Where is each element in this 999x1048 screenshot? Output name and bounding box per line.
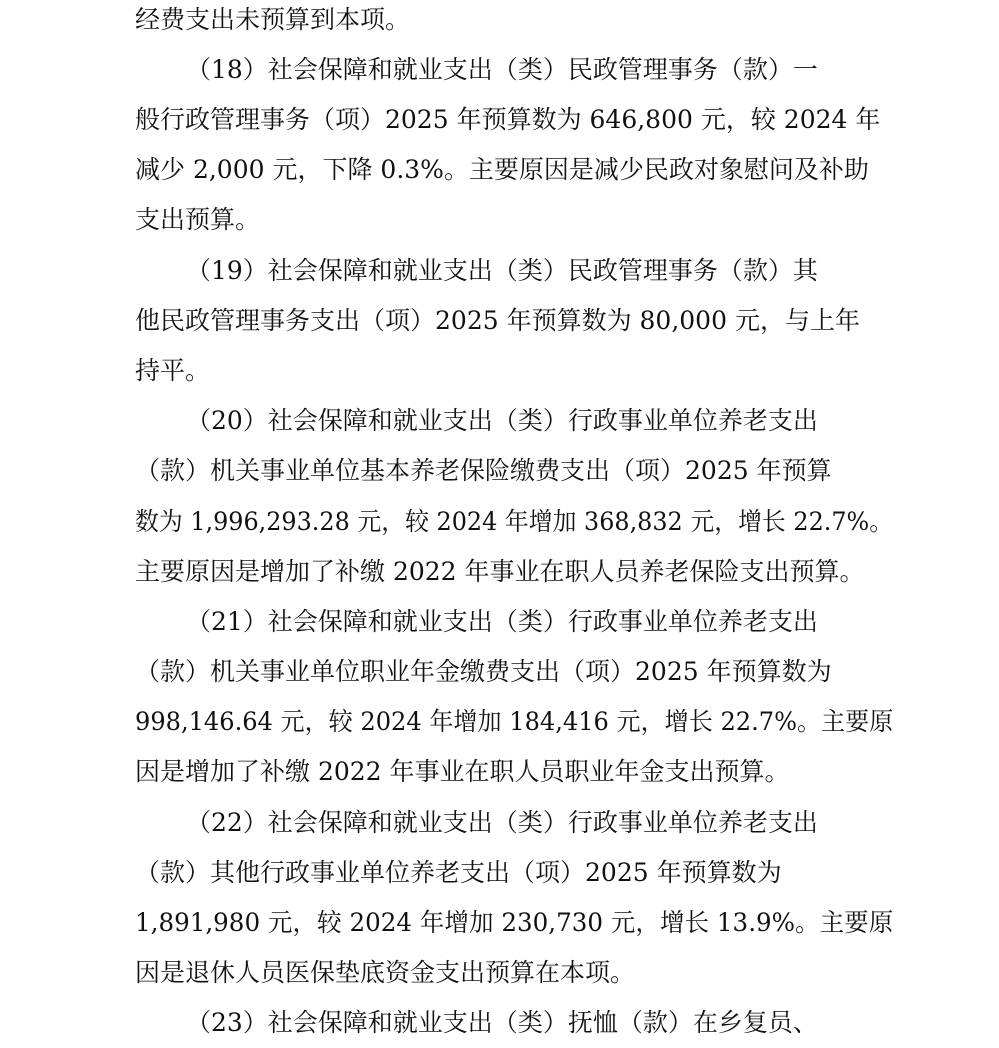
text-line-15: 998,146.64 元，较 2024 年增加 184,416 元，增长 22.7%。主要原 [135, 707, 894, 736]
text-line-5: 支出预算。 [135, 205, 261, 234]
text-line-6: （19）社会保障和就业支出（类）民政管理事务（款）其 [186, 256, 818, 285]
text-line-4: 减少 2,000 元，下降 0.3%。主要原因是减少民政对象慰问及补助 [135, 155, 869, 184]
text-line-1: 经费支出未预算到本项。 [135, 5, 411, 34]
text-line-19: 1,891,980 元，较 2024 年增加 230,730 元，增长 13.9%。主要原 [135, 908, 894, 937]
text-line-10: （款）机关事业单位基本养老保险缴费支出（项）2025 年预算 [135, 456, 832, 485]
text-line-16: 因是增加了补缴 2022 年事业在职人员职业年金支出预算。 [135, 757, 790, 786]
text-line-14: （款）机关事业单位职业年金缴费支出（项）2025 年预算数为 [135, 657, 832, 686]
text-line-13: （21）社会保障和就业支出（类）行政事业单位养老支出 [186, 607, 818, 636]
text-line-8: 持平。 [135, 356, 211, 385]
text-line-17: （22）社会保障和就业支出（类）行政事业单位养老支出 [186, 808, 818, 837]
text-line-2: （18）社会保障和就业支出（类）民政管理事务（款）一 [186, 55, 818, 84]
text-line-11: 数为 1,996,293.28 元，较 2024 年增加 368,832 元，增长 22.7%。 [135, 507, 894, 536]
text-line-12: 主要原因是增加了补缴 2022 年事业在职人员养老保险支出预算。 [135, 557, 865, 586]
text-line-21: （23）社会保障和就业支出（类）抚恤（款）在乡复员、 [186, 1008, 818, 1037]
text-line-7: 他民政管理事务支出（项）2025 年预算数为 80,000 元，与上年 [135, 306, 860, 335]
text-line-3: 般行政管理事务（项）2025 年预算数为 646,800 元，较 2024 年 [135, 105, 881, 134]
text-line-18: （款）其他行政事业单位养老支出（项）2025 年预算数为 [135, 858, 782, 887]
text-line-9: （20）社会保障和就业支出（类）行政事业单位养老支出 [186, 406, 818, 435]
text-line-20: 因是退休人员医保垫底资金支出预算在本项。 [135, 958, 636, 987]
